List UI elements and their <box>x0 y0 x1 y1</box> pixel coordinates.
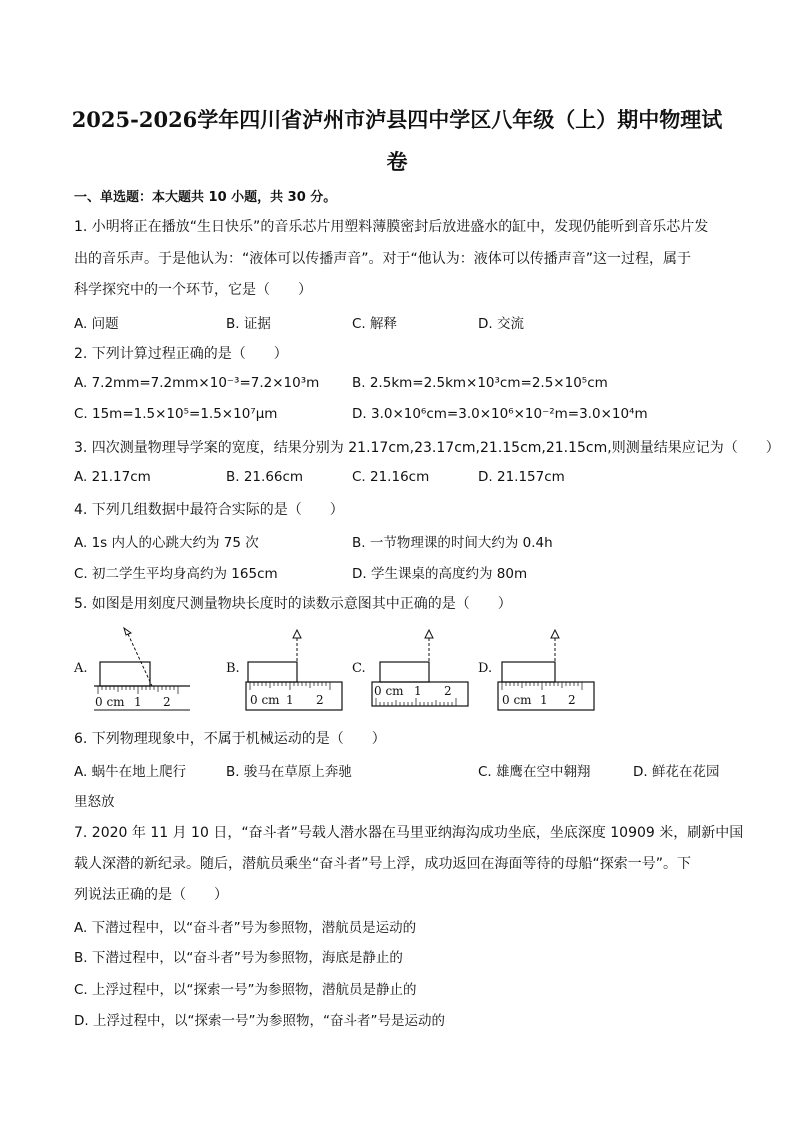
question-1-line-3: 科学探究中的一个环节，它是（ ） <box>74 282 312 298</box>
question-3-option-d[interactable]: D. 21.157cm <box>478 469 565 485</box>
question-4-option-d[interactable]: D. 学生课桌的高度约为 80m <box>352 566 528 582</box>
ruler-figure-d <box>494 620 600 712</box>
block <box>502 662 555 682</box>
ruler-figure-c <box>368 620 474 712</box>
ruler-label-0cm: 0 cm <box>502 693 532 707</box>
ruler-label-1: 1 <box>286 693 294 707</box>
question-6-option-a[interactable]: A. 蜗牛在地上爬行 <box>74 764 187 780</box>
question-1-option-b[interactable]: B. 证据 <box>226 316 271 332</box>
question-7-option-c[interactable]: C. 上浮过程中，以“探索一号”为参照物，潜航员是静止的 <box>74 982 417 998</box>
page-title: 2025-2026学年四川省泸州市泸县四中学区八年级（上）期中物理试 <box>71 107 723 132</box>
block <box>380 662 429 682</box>
ruler-figure-b <box>242 620 348 712</box>
question-3-stem: 3. 四次测量物理导学案的宽度，结果分别为 21.17cm,23.17cm,21.15cm,21.15cm,则测量结果应记为（ ） <box>74 440 780 456</box>
ruler-label-0cm: 0 cm <box>95 695 125 709</box>
question-2-option-d[interactable]: D. 3.0×10⁶cm=3.0×10⁶×10⁻²m=3.0×10⁴m <box>352 406 648 422</box>
block <box>100 662 150 686</box>
question-6-option-c[interactable]: C. 雄鹰在空中翱翔 <box>478 764 591 780</box>
ruler-ticks <box>98 686 178 694</box>
question-6-stem: 6. 下列物理现象中，不属于机械运动的是（ ） <box>74 731 386 747</box>
figure-b-label[interactable]: B. <box>226 661 240 676</box>
page-title-continuation: 卷 <box>386 149 408 174</box>
question-1-line-2: 出的音乐声。于是他认为：“液体可以传播声音”。对于“他认为：液体可以传播声音”这一过程，属于 <box>74 251 692 267</box>
question-3-option-b[interactable]: B. 21.66cm <box>226 469 304 485</box>
eye-icon <box>425 630 433 638</box>
question-2-option-c[interactable]: C. 15m=1.5×10⁵=1.5×10⁷μm <box>74 406 278 422</box>
question-2-stem: 2. 下列计算过程正确的是（ ） <box>74 346 288 362</box>
ruler-figure-a <box>90 620 196 712</box>
question-7-option-d[interactable]: D. 上浮过程中，以“探索一号”为参照物，“奋斗者”号是运动的 <box>74 1013 445 1029</box>
eye-icon <box>551 630 559 638</box>
figure-c-label[interactable]: C. <box>352 661 366 676</box>
question-1-option-a[interactable]: A. 问题 <box>74 316 119 332</box>
question-7-line-1: 7. 2020 年 11 月 10 日，“奋斗者”号载人潜水器在马里亚纳海沟成功坐底，坐底深度 10909 米，刷新中国 <box>74 825 744 841</box>
ruler-label-2: 2 <box>444 684 452 698</box>
ruler-label-1: 1 <box>134 695 142 709</box>
ruler-label-2: 2 <box>316 693 324 707</box>
question-3-option-c[interactable]: C. 21.16cm <box>352 469 430 485</box>
block <box>248 662 297 682</box>
question-4-option-b[interactable]: B. 一节物理课的时间大约为 0.4h <box>352 535 553 551</box>
section-heading: 一、单选题：本大题共 10 小题，共 30 分。 <box>74 190 337 205</box>
question-4-stem: 4. 下列几组数据中最符合实际的是（ ） <box>74 502 344 518</box>
question-7-option-a[interactable]: A. 下潜过程中，以“奋斗者”号为参照物，潜航员是运动的 <box>74 920 417 936</box>
question-6-option-d-continuation: 里怒放 <box>74 794 115 810</box>
ruler-label-1: 1 <box>540 693 548 707</box>
question-2-option-b[interactable]: B. 2.5km=2.5km×10³cm=2.5×10⁵cm <box>352 375 608 391</box>
ruler-label-1: 1 <box>414 684 422 698</box>
eye-icon <box>124 628 131 635</box>
question-1-line-1: 1. 小明将正在播放“生日快乐”的音乐芯片用塑料薄膜密封后放进盛水的缸中，发现仍能听到音乐芯片发 <box>74 219 709 235</box>
question-3-option-a[interactable]: A. 21.17cm <box>74 469 151 485</box>
question-2-option-a[interactable]: A. 7.2mm=7.2mm×10⁻³=7.2×10³m <box>74 375 320 391</box>
figure-d-label[interactable]: D. <box>478 661 493 676</box>
ruler-label-0cm: 0 cm <box>250 693 280 707</box>
ruler-ticks <box>250 682 330 690</box>
ruler-label-0cm: 0 cm <box>374 684 404 698</box>
question-1-option-d[interactable]: D. 交流 <box>478 316 524 332</box>
question-7-line-3: 列说法正确的是（ ） <box>74 887 228 903</box>
question-7-option-b[interactable]: B. 下潜过程中，以“奋斗者”号为参照物，海底是静止的 <box>74 950 403 966</box>
figure-a-label[interactable]: A. <box>74 661 88 676</box>
question-5-stem: 5. 如图是用刻度尺测量物块长度时的读数示意图其中正确的是（ ） <box>74 596 512 612</box>
question-6-option-d[interactable]: D. 鲜花在花园 <box>633 764 720 780</box>
eye-icon <box>293 630 301 638</box>
ruler-label-2: 2 <box>568 693 576 707</box>
question-6-option-b[interactable]: B. 骏马在草原上奔驰 <box>226 764 352 780</box>
ruler-label-2: 2 <box>163 695 171 709</box>
question-4-option-c[interactable]: C. 初二学生平均身高约为 165cm <box>74 566 278 582</box>
question-1-option-c[interactable]: C. 解释 <box>352 316 398 332</box>
question-7-line-2: 载人深潜的新纪录。随后，潜航员乘坐“奋斗者”号上浮，成功返回在海面等待的母船“探索一号”。下 <box>74 856 692 872</box>
question-4-option-a[interactable]: A. 1s 内人的心跳大约为 75 次 <box>74 535 259 551</box>
sight-line <box>128 634 152 686</box>
ruler-ticks <box>502 682 582 690</box>
ruler-ticks <box>376 698 456 706</box>
